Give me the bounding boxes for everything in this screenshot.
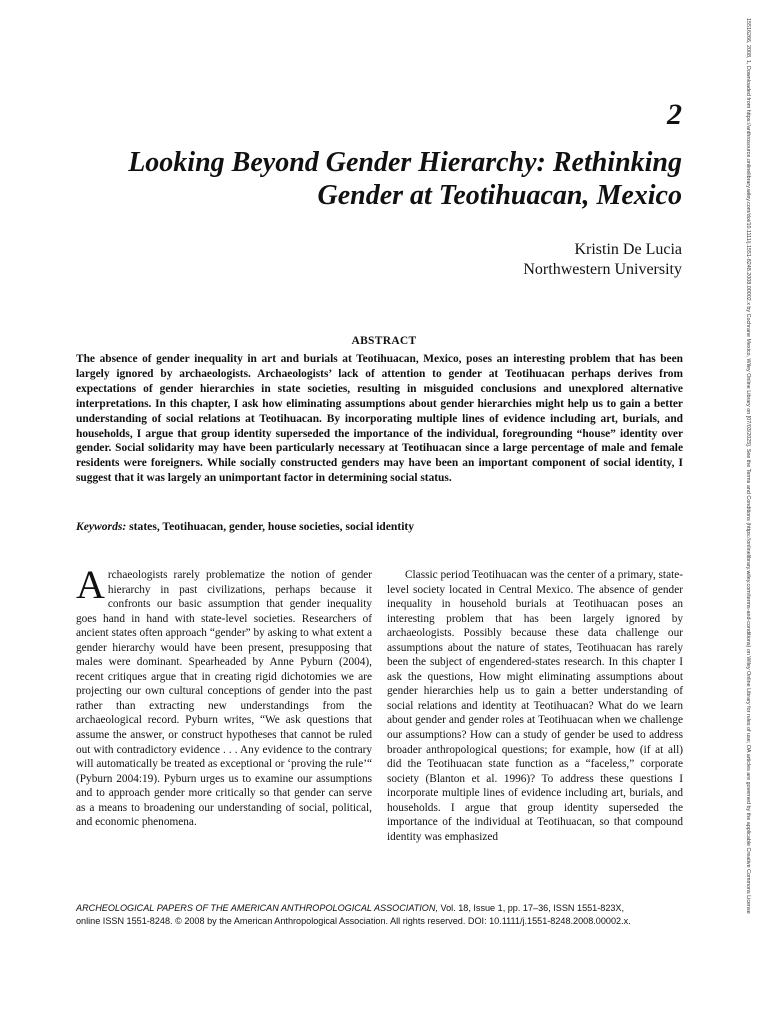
body-column-left [76, 562, 372, 878]
citation-footer [76, 902, 686, 927]
download-notice-text: 15516266, 2008, 1, Downloaded from https://anthrosource.onlinelibrary.wiley.com/doi/10.1111/j.1551-8248.2008.00002.x by Cochrane Mexico, Wiley Online Library on [07/03/2025]. See the Terms and Conditions (https://onlinelibrary.wiley.com/terms-and-conditions) on Wiley Online Library for rules of use; OA articles are governed by the applicable Creative Commons License [745, 18, 751, 914]
author-name: Kristin De Lucia [574, 241, 682, 258]
footer-journal: ARCHEOLOGICAL PAPERS OF THE AMERICAN ANTHROPOLOGICAL ASSOCIATION, [76, 903, 438, 913]
abstract-body: The absence of gender inequality in art and burials at Teotihuacan, Mexico, poses an interesting problem that has been largely ignored by archaeologists. Archaeologists’ lack of attention to gender at Teotihuacan perhaps derives from expectations of gender hierarchies in state societies, resulting in misguided conclusions and unexplored alternative interpretations. In this chapter, I ask how eliminating assumptions about gender hierarchies might help us to gain a better understanding of social relations at Teotihuacan. By incorporating multiple lines of evidence including art, burials, and households, I argue that group identity superseded the importance of the individual, foregrounding “house” identity over gender. Social solidarity may have been particularly necessary at Teotihuacan since a large percentage of male and female residents were foreigners. While socially constructed genders may have been an important component of social identity, I suggest that it was largely an unimportant factor in determining social status. [76, 353, 683, 485]
body-columns [76, 562, 683, 878]
keywords-line [76, 519, 683, 534]
keywords-values: states, Teotihuacan, gender, house societies, social identity [129, 520, 415, 533]
download-notice-sidebar [744, 18, 762, 1008]
chapter-number: 2 [667, 98, 682, 131]
body-column-right: Classic period Teotihuacan was the center of a primary, state-level society located in Central Mexico. The absence of gender inequality in household burials at Teotihuacan poses an interesting problem that has been largely ignored by archaeologists. Possibly because these data challenge our assumptions about the nature of states, Teotihuacan has rarely been the subject of engendered-states research. In this chapter I ask the questions, How might eliminating assumptions about gender hierarchies help us to gain a better understanding of social relations and identity at Teotihuacan? What do we learn about gender and gender roles at Teotihuacan when we challenge our assumptions? How can a study of gender be used to address broader anthropological questions; for example, how (if at all) did the Teotihuacan state function as a “faceless,” corporate society (Blanton et al. 1996)? To address these questions I incorporate multiple lines of evidence including art, burials, and households. I argue that group identity superseded the importance of the individual at Teotihuacan, so that compound identity was emphasized [387, 569, 683, 843]
footer-line-2: online ISSN 1551-8248. © 2008 by the American Anthropological Association. All rights reserved. DOI: 10.1111/j.1551-8248.2008.00002.x. [76, 915, 631, 926]
drop-cap: A [76, 562, 105, 607]
article-title [62, 146, 682, 212]
author-block [523, 240, 682, 280]
abstract-heading: ABSTRACT [351, 335, 417, 347]
left-column-text: rchaeologists rarely problematize the notion of gender hierarchy in past civilizations, perhaps because it confronts our basic assumption that gender inequality goes hand in hand with state-level societies. Researchers of ancient states often approach “gender” by asking to what extent a gender hierarchy would have been present, presupposing that males were dominant. Spearheaded by Anne Pyburn (2004), recent critiques argue that in creating rigid dichotomies we are projecting our own cultural conceptions of gender into the past rather than extracting new understandings from the archaeological record. Pyburn writes, “We ask questions that assume the answer, or construct hypotheses that cannot be ruled out with contradictory evidence . . . Any evidence to the contrary will automatically be treated as exceptional or ‘proving the rule’“ (Pyburn 2004:19). Pyburn urges us to examine our assumptions and to approach gender more critically so that gender can serve as a means to broadening our understanding of social, political, and economic phenomena. [76, 569, 372, 829]
footer-citation: Vol. 18, Issue 1, pp. 17–36, ISSN 1551-823X, [437, 903, 625, 913]
title-line-2: Gender at Teotihuacan, Mexico [317, 180, 682, 211]
author-affiliation: Northwestern University [523, 261, 682, 278]
title-line-1: Looking Beyond Gender Hierarchy: Rethinking [128, 147, 682, 178]
keywords-label: Keywords: [76, 520, 127, 533]
